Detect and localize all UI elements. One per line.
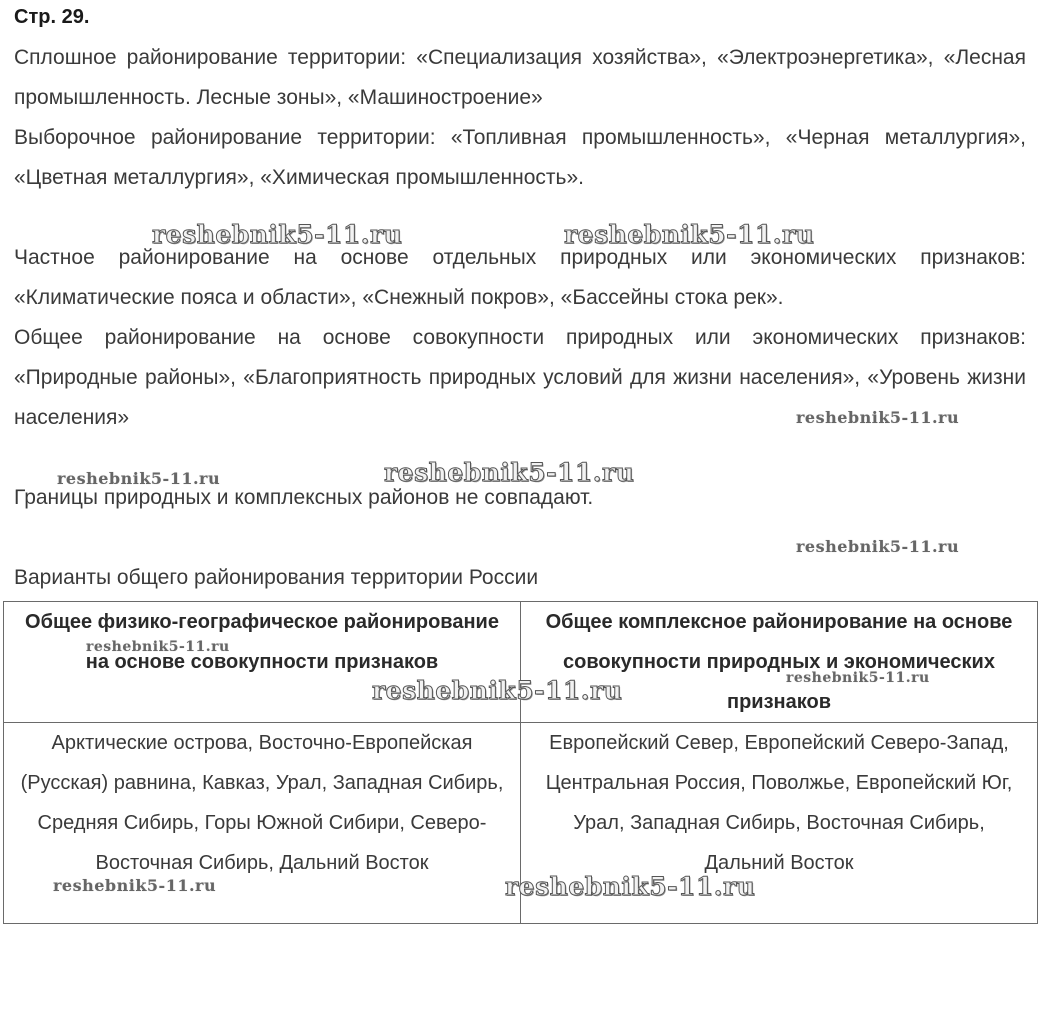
general-zoning-paragraph: Общее районирование на основе совокупности природных или экономических признаков: «Природные районы», «Благоприятность природных условий для жизни населения», «Уровень жизни населения» [14, 326, 1026, 429]
physical-geographic-zoning-header: Общее физико-географическое районирование на основе совокупности признаков [4, 602, 521, 723]
selective-zoning-paragraph: Выборочное районирование территории: «Топливная промышленность», «Черная металлургия», «Цветная металлургия», «Химическая промышленность». [14, 126, 1026, 189]
physical-geographic-regions-cell: Арктические острова, Восточно-Европейская (Русская) равнина, Кавказ, Урал, Западная Сибирь, Средняя Сибирь, Горы Южной Сибири, Северо-Восточная Сибирь, Дальний Восток [4, 723, 521, 924]
solid-zoning-paragraph: Сплошное районирование территории: «Специализация хозяйства», «Электроэнергетика», «Лесная промышленность. Лесные зоны», «Машиностроение» [14, 46, 1026, 109]
watermark: reshebnik5-11.ru [796, 408, 960, 427]
page-title: Стр. 29. [14, 6, 90, 28]
watermark: reshebnik5-11.ru [505, 872, 756, 901]
complex-regions-cell: Европейский Север, Европейский Северо-Запад, Центральная Россия, Поволжье, Европейский Юг, Урал, Западная Сибирь, Восточная Сибирь, Дальний Восток [521, 723, 1038, 924]
watermark: reshebnik5-11.ru [57, 469, 221, 488]
complex-zoning-header: Общее комплексное районирование на основе совокупности природных и экономических признаков [521, 602, 1038, 723]
table-header-row [4, 602, 1038, 723]
zoning-variants-table [3, 601, 1038, 924]
watermark: reshebnik5-11.ru [86, 639, 230, 655]
variants-caption: Варианты общего районирования территории России [14, 566, 539, 589]
watermark: reshebnik5-11.ru [786, 670, 930, 686]
watermark: reshebnik5-11.ru [152, 220, 403, 249]
watermark: reshebnik5-11.ru [564, 220, 815, 249]
table-row [4, 723, 1038, 924]
watermark: reshebnik5-11.ru [384, 458, 635, 487]
private-zoning-paragraph: Частное районирование на основе отдельных природных или экономических признаков: «Климатические пояса и области», «Снежный покров», «Бассейны стока рек». [14, 246, 1026, 309]
watermark: reshebnik5-11.ru [372, 676, 623, 705]
borders-paragraph: Границы природных и комплексных районов не совпадают. [14, 486, 594, 509]
watermark: reshebnik5-11.ru [796, 537, 960, 556]
watermark: reshebnik5-11.ru [53, 876, 217, 895]
